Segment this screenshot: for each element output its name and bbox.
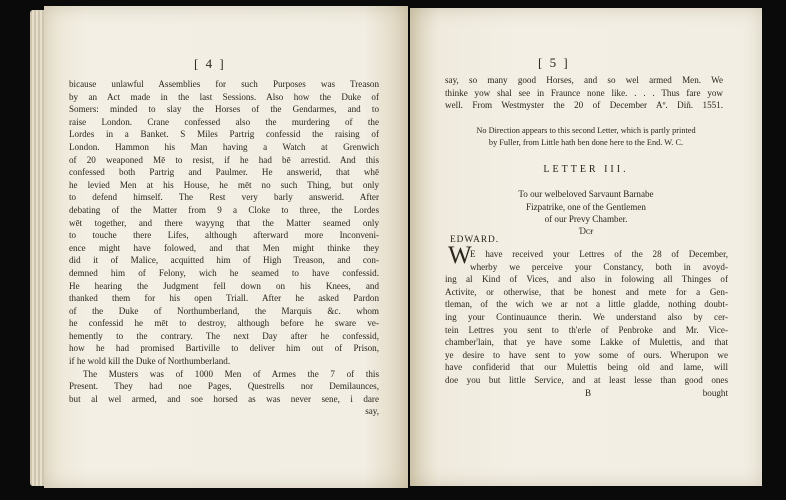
text-line: thanked them for his open Triall. After he asked Pardon [69, 293, 379, 304]
note-line: No Direction appears to this second Letter, which is partly printed [476, 126, 696, 135]
text-line: thinke yow shal see in Fraunce none like. . . . Thus fare yow [445, 87, 723, 98]
text-line: debating of the Matter from 9 a Cloke to three, the Lordes [69, 204, 379, 215]
text-line: to touche there Lifes, although afterward more Inconveni- [69, 230, 379, 241]
body-text-indented [470, 248, 728, 273]
text-line: he levied Men at his House, he mēt no such Thing, but only [69, 179, 379, 190]
address-line: of our Prevy Chamber. [544, 214, 628, 225]
text-line: raise London. Crane confessed also the murdering of the [69, 116, 379, 127]
text-line: E have received your Lettres of the 28 of December, [470, 249, 728, 259]
ornament-mark: Ɗᴄɍ [578, 226, 594, 236]
text-line: doe you but little Service, and at least lesse than good ones [445, 374, 728, 385]
body-text [445, 273, 728, 399]
text-line: of 20 weaponed Mē to resist, if he had bē arrestid. And this [69, 154, 379, 165]
text-line: did it of Malice, acquitted him of High Treason, and con- [69, 255, 379, 266]
text-line: Present. They had noe Pages, Questrells nor Demilaunces, [69, 381, 379, 392]
text-line: well. From Westmyster the 20 of December Aº. Diñ. 1551. [445, 100, 723, 111]
page-number-right: [ 5 ] [538, 55, 570, 70]
text-line: London. Hammon his Man having a Watch at Grenwich [69, 141, 379, 152]
address-line: Fizpatrike, one of the Gentlemen [526, 201, 646, 212]
signature-mark: B [585, 387, 592, 398]
catchword: bought [702, 387, 728, 398]
text-line: wherby we perceive your Constancy, both in avoyd- [470, 261, 728, 272]
text-line: bicause unlawful Assemblies for such Purposes was Treason [69, 79, 379, 89]
text-line: he confessid he mēt to destroy, although before he sware ve- [69, 318, 379, 329]
left-page [44, 6, 408, 488]
page-number-left: [ 4 ] [194, 56, 226, 71]
editor-note [450, 125, 722, 149]
right-page-top-text [445, 74, 723, 112]
text-line: demned him of Felony, wich he seamed to have confessid. [69, 267, 379, 278]
right-page [410, 8, 762, 486]
left-page-text [69, 78, 379, 418]
text-line: Lordes in a Banket. S Miles Partrig confessid the raising of [69, 129, 379, 140]
text-line: have confiderid that our Mulettis being old and lame, will [445, 362, 728, 373]
text-line: of the Duke of Northumberland, the Marquis &c. whom [69, 305, 379, 316]
text-line: but al wel armed, and soe horsed as was never sene, i dare [69, 393, 379, 404]
letter-address [410, 188, 762, 226]
note-line: by Fuller, from Little hath ben done here to the End. W. C. [488, 138, 684, 147]
text-line: if he wold kill the Duke of Northumberland. [69, 356, 231, 367]
address-line: To our welbeloved Sarvaunt Barnabe [518, 189, 654, 199]
text-line: Activite, or otherwise, that be honest and mete for a Gen- [445, 286, 728, 297]
page-footer [445, 387, 728, 400]
text-line: ye desire to have sent to yow some of ours. Wherupon we [445, 349, 728, 360]
text-line: wēt together, and there wayyng that the Matter seamed only [69, 217, 379, 228]
salutation: EDWARD. [450, 235, 500, 245]
text-line: how he had promised Bartiville to deliver him out of Prison, [69, 343, 379, 354]
text-line: hemently to the contrary. The next Day after he confessid, [69, 330, 379, 341]
text-line: He hearing the Judgment fell down on his Knees, and [69, 280, 379, 291]
text-line: tein Lettres you sent to th'erle of Penbroke and Mr. Vice- [445, 324, 728, 335]
text-line: ence might have folowed, and that Men might thinke they [69, 242, 379, 253]
text-line: confessed both Partrig and Paulmer. He answerid, that whē [69, 167, 379, 178]
text-line: by an Act made in the last Sessions. Also how the Duke of [69, 91, 379, 102]
text-line: chamber'lain, that ye have some Lakke of Mulettis, and that [445, 337, 728, 348]
text-line: ing al Kind of Vices, and also in folowing all Thinges of [445, 274, 728, 285]
text-line: Somers: minded to slay the Horses of the Gendarmes, and to [69, 104, 379, 115]
letter-heading: LETTER III. [543, 164, 629, 175]
drop-cap: W [448, 242, 472, 269]
text-line: The Musters was of 1000 Men of Armes the 7 of this [83, 368, 379, 379]
catchword: say, [365, 406, 379, 417]
text-line: say, so many good Horses, and so wel armed Men. We [445, 75, 723, 85]
text-line: ing your Continuaunce therin. We understand also by cer- [445, 311, 728, 322]
text-line: to defend himself. The Rest very barly answerid. After [69, 192, 379, 203]
text-line: tleman, of the wich we ar not a little gladde, nothing doubt- [445, 299, 728, 310]
